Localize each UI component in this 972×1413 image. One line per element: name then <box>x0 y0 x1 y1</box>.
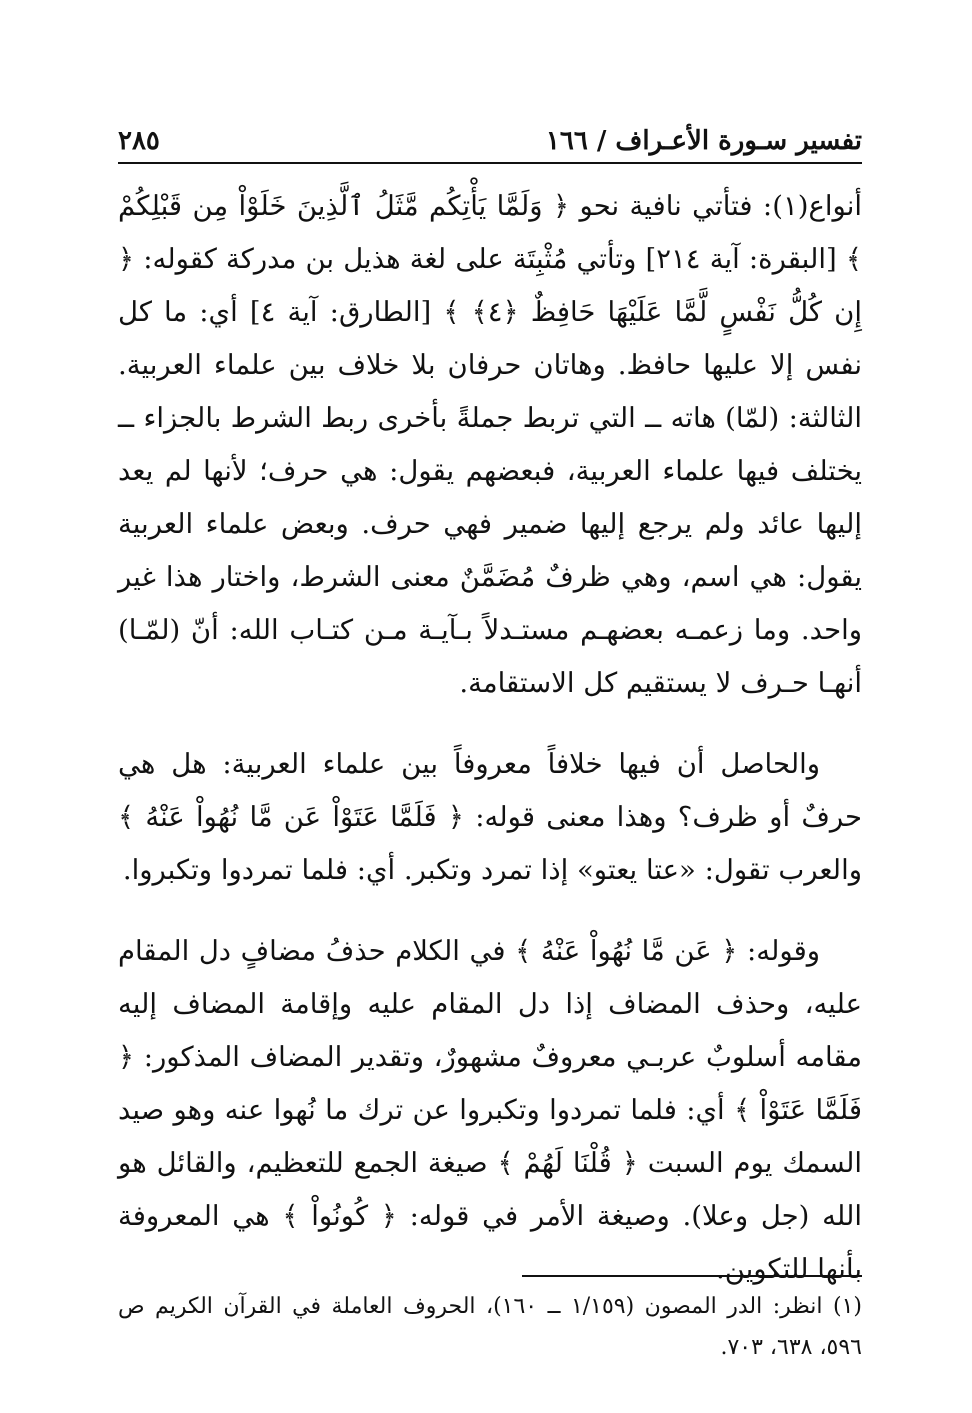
running-header <box>118 112 862 156</box>
paragraph-2: والحاصل أن فيها خلافاً معروفاً بين علماء العربية: هل هي حرفٌ أو ظرف؟ وهذا معنى قوله: ﴿ فَلَمَّا عَتَوْاْ عَن مَّا نُهُواْ عَنْهُ ﴾ والعرب تقول: «عتا يعتو» إذا تمرد وتكبر. أي: فلما تمردوا وتكبروا. <box>118 748 862 886</box>
paragraph-3: وقوله: ﴿ عَن مَّا نُهُواْ عَنْهُ ﴾ في الكلام حذفُ مضافٍ دل المقام عليه، وحذف المضاف إذا دل المقام عليه وإقامة المضاف إليه مقامه أسلوبٌ عربـي معروفٌ مشهورٌ، وتقدير المضاف المذكور: ﴿ فَلَمَّا عَتَوْاْ ﴾ أي: فلما تمردوا وتكبروا عن ترك ما نُهوا عنه وهو صيد السمك يوم السبت ﴿ قُلْنَا لَهُمْ ﴾ صيغة الجمع للتعظيم، والقائل هو الله (جل وعلا). وصيغة الأمر في قوله: ﴿ كُونُواْ ﴾ هي المعروفة بأنها للتكوين. <box>118 935 862 1285</box>
main-text <box>118 180 862 1296</box>
header-divider <box>118 162 862 164</box>
footnote-divider <box>522 1275 862 1277</box>
footnote <box>118 1286 862 1368</box>
paragraph-1: أنواع(١): فتأتي نافية نحو ﴿ وَلَمَّا يَأْتِكُم مَّثَلُ ٱلَّذِينَ خَلَوْاْ مِن قَبْلِكُمْ ﴾ [البقرة: آية ٢١٤] وتأتي مُثْبِتَة على لغة هذيل بن مدركة كقوله: ﴿ إِن كُلُّ نَفْسٍ لَّمَّا عَلَيْهَا حَافِظٌ ﴿٤﴾ ﴾ [الطارق: آية ٤] أي: ما كل نفس إلا عليها حافظ. وهاتان حرفان بلا خلاف بين علماء العربية. الثالثة: (لمّا) هاته ــ التي تربط جملةً بأخرى ربط الشرط بالجزاء ــ يختلف فيها علماء العربية، فبعضهم يقول: هي حرف؛ لأنها لم يعد إليها عائد ولم يرجع إليها ضمير فهي حرف. وبعض علماء العربية يقول: هي اسم، وهي ظرفٌ مُضَمَّنٌ معنى الشرط، واختار هذا غير واحد. وما زعمـه بعضهـم مستـدلاً بـآيـة مـن كتـاب الله: أنّ (لمّـا) أنهـا حـرف لا يستقيم كل الاستقامة. <box>118 190 862 699</box>
footnote-text: (١) انظر: الدر المصون (١/١٥٩ ــ ١٦٠)، الحروف العاملة في القرآن الكريم ص ٥٩٦، ٦٣٨، ٧٠٣. <box>118 1294 862 1360</box>
running-title: تفسير سـورة الأعـراف / ١٦٦ <box>545 126 862 156</box>
page-number: ٢٨٥ <box>118 126 160 156</box>
